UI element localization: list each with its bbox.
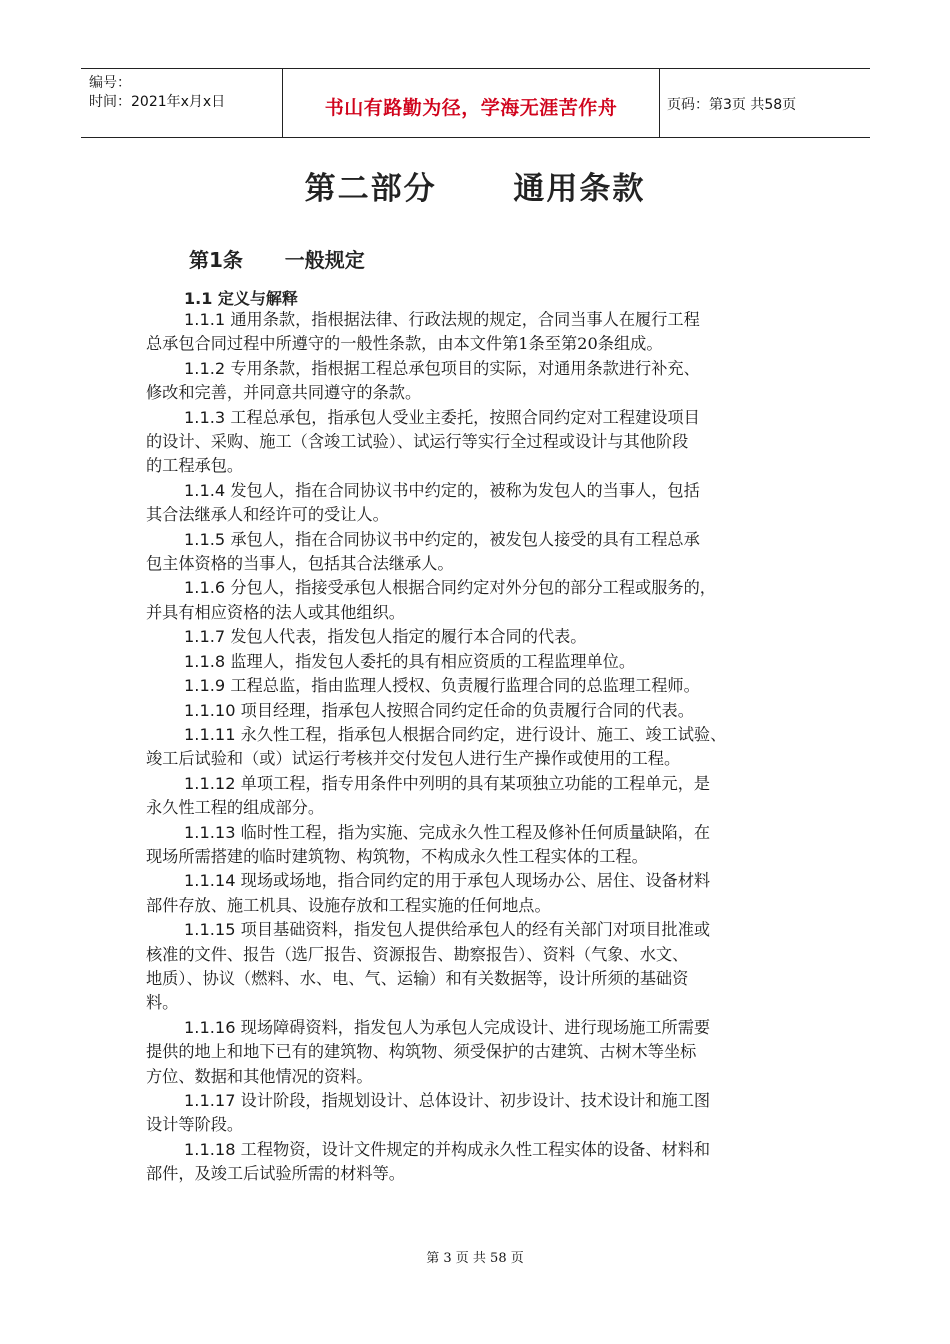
clause-text-line: 部件，及竣工后试验所需的材料等。 bbox=[146, 1164, 405, 1184]
clause-text-line: 设计等阶段。 bbox=[146, 1115, 244, 1135]
clause-paragraph bbox=[146, 1138, 816, 1187]
clause-text-line: 发包人，指在合同协议书中约定的，被称为发包人的当事人，包括 bbox=[230, 480, 700, 500]
clause-text-line: 并具有相应资格的法人或其他组织。 bbox=[146, 602, 405, 622]
clause-text-line: 现场或场地，指合同约定的用于承包人现场办公、居住、设备材料 bbox=[240, 871, 711, 891]
clause-number: 1.1.11 bbox=[184, 724, 236, 744]
clause-text-line: 设计阶段，指规划设计、总体设计、初步设计、技术设计和施工图 bbox=[240, 1091, 711, 1110]
clause-paragraph bbox=[146, 357, 816, 406]
clause-text-line: 其合法继承人和经许可的受让人。 bbox=[146, 505, 389, 525]
clause-text-line: 项目经理，指承包人按照合同约定任命的负责履行合同的代表。 bbox=[240, 700, 694, 720]
clause-paragraph bbox=[146, 528, 816, 577]
clause-number: 1.1.3 bbox=[184, 407, 226, 427]
header-page-info: 页码：第3页 共58页 bbox=[667, 97, 797, 113]
clause-paragraph bbox=[146, 869, 816, 918]
header-page-cell bbox=[659, 69, 870, 137]
clause-number: 1.1.17 bbox=[184, 1091, 236, 1110]
clause-text-line: 部件存放、施工机具、设施存放和工程实施的任何地点。 bbox=[146, 895, 551, 915]
clause-paragraph bbox=[146, 650, 816, 674]
clause-paragraph bbox=[146, 308, 816, 357]
clause-number: 1.1.1 bbox=[184, 310, 226, 329]
clause-text-line: 修改和完善，并同意共同遵守的条款。 bbox=[146, 383, 422, 403]
document-number-label: 编号： bbox=[89, 75, 131, 91]
clause-number: 1.1.14 bbox=[184, 871, 236, 891]
clause-text-line: 料。 bbox=[146, 993, 179, 1013]
clause-paragraph bbox=[146, 699, 816, 723]
clause-text-line: 方位、数据和其他情况的资料。 bbox=[146, 1066, 373, 1086]
clause-text-line: 总承包合同过程中所遵守的一般性条款，由本文件第1条至第20条组成。 bbox=[146, 334, 663, 354]
clause-paragraph bbox=[146, 625, 816, 649]
clause-text-line: 工程物资，设计文件规定的并构成永久性工程实体的设备、材料和 bbox=[240, 1139, 711, 1159]
clause-number: 1.1.9 bbox=[184, 676, 226, 696]
clause-number: 1.1.15 bbox=[184, 920, 236, 940]
clause-text-line: 地质）、协议（燃料、水、电、气、运输）和有关数据等，设计所须的基础资 bbox=[146, 968, 689, 988]
clause-text-line: 的工程承包。 bbox=[146, 456, 244, 476]
clause-text-line: 的设计、采购、施工（含竣工试验）、试运行等实行全过程或设计与其他阶段 bbox=[146, 432, 689, 452]
clause-text-line: 发包人代表，指发包人指定的履行本合同的代表。 bbox=[230, 627, 587, 647]
clause-list bbox=[146, 308, 816, 1187]
clause-text-line: 承包人，指在合同协议书中约定的，被发包人接受的具有工程总承 bbox=[230, 529, 700, 549]
clause-text-line: 提供的地上和地下已有的建筑物、构筑物、须受保护的古建筑、古树木等坐标 bbox=[146, 1042, 697, 1062]
clause-paragraph bbox=[146, 1089, 816, 1138]
clause-number: 1.1.18 bbox=[184, 1139, 236, 1159]
clause-text-line: 现场所需搭建的临时建筑物、构筑物，不构成永久性工程实体的工程。 bbox=[146, 846, 648, 866]
clause-text-line: 项目基础资料，指发包人提供给承包人的经有关部门对项目批准或 bbox=[240, 920, 711, 940]
clause-text-line: 永久性工程，指承包人根据合同约定，进行设计、施工、竣工试验、 bbox=[240, 724, 727, 744]
clause-text-line: 监理人，指发包人委托的具有相应资质的工程监理单位。 bbox=[230, 651, 636, 671]
part-title: 第二部分 通用条款 bbox=[304, 171, 646, 207]
clause-number: 1.1.7 bbox=[184, 627, 226, 647]
clause-text-line: 竣工后试验和（或）试运行考核并交付发包人进行生产操作或使用的工程。 bbox=[146, 749, 681, 769]
clause-number: 1.1.5 bbox=[184, 529, 226, 549]
document-time-label: 时间：2021年x月x日 bbox=[89, 94, 226, 110]
header-motto-cell bbox=[282, 69, 660, 137]
clause-paragraph bbox=[146, 1016, 816, 1089]
page-footer: 第 3 页 共 58 页 bbox=[426, 1251, 524, 1266]
clause-number: 1.1.13 bbox=[184, 822, 236, 842]
clause-text-line: 现场障碍资料，指发包人为承包人完成设计、进行现场施工所需要 bbox=[240, 1017, 711, 1037]
clause-text-line: 永久性工程的组成部分。 bbox=[146, 798, 325, 818]
clause-number: 1.1.10 bbox=[184, 700, 236, 720]
clause-paragraph bbox=[146, 723, 816, 772]
header-motto: 书山有路勤为径，学海无涯苦作舟 bbox=[324, 97, 618, 119]
clause-text-line: 工程总监，指由监理人授权、负责履行监理合同的总监理工程师。 bbox=[230, 676, 700, 696]
section-heading: 1.1 定义与解释 bbox=[184, 289, 298, 308]
clause-text-line: 核准的文件、报告（选厂报告、资源报告、勘察报告）、资料（气象、水文、 bbox=[146, 944, 689, 964]
page-header bbox=[81, 68, 870, 138]
clause-text-line: 临时性工程，指为实施、完成永久性工程及修补任何质量缺陷，在 bbox=[240, 822, 711, 842]
clause-text-line: 工程总承包，指承包人受业主委托，按照合同约定对工程建设项目 bbox=[230, 407, 700, 427]
clause-text-line: 分包人，指接受承包人根据合同约定对外分包的部分工程或服务的， bbox=[230, 578, 716, 598]
clause-paragraph bbox=[146, 674, 816, 698]
clause-number: 1.1.6 bbox=[184, 578, 226, 598]
header-meta-cell bbox=[81, 69, 281, 137]
clause-number: 1.1.8 bbox=[184, 651, 226, 671]
clause-text-line: 通用条款，指根据法律、行政法规的规定，合同当事人在履行工程 bbox=[230, 310, 700, 329]
article-heading: 第1条 一般规定 bbox=[189, 248, 365, 272]
clause-paragraph bbox=[146, 772, 816, 821]
clause-paragraph bbox=[146, 918, 816, 1016]
clause-number: 1.1.16 bbox=[184, 1017, 236, 1037]
clause-number: 1.1.12 bbox=[184, 773, 236, 793]
clause-paragraph bbox=[146, 406, 816, 479]
clause-text-line: 专用条款，指根据工程总承包项目的实际，对通用条款进行补充、 bbox=[230, 358, 700, 378]
clause-number: 1.1.4 bbox=[184, 480, 226, 500]
clause-paragraph bbox=[146, 479, 816, 528]
clause-text-line: 包主体资格的当事人，包括其合法继承人。 bbox=[146, 554, 454, 574]
clause-paragraph bbox=[146, 821, 816, 870]
clause-paragraph bbox=[146, 576, 816, 625]
clause-number: 1.1.2 bbox=[184, 358, 226, 378]
clause-text-line: 单项工程，指专用条件中列明的具有某项独立功能的工程单元，是 bbox=[240, 773, 711, 793]
